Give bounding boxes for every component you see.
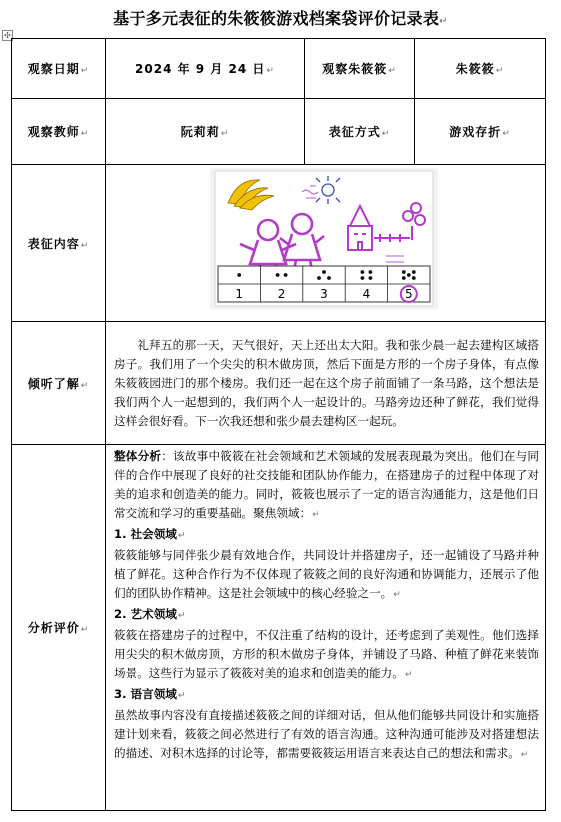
drawing-cell — [106, 165, 546, 322]
grid-dot-3-2 — [322, 270, 326, 274]
section-art-heading: 2. 艺术领域 — [114, 607, 177, 621]
grid-dot-5-3 — [407, 273, 411, 277]
grid-number-3: 3 — [320, 287, 328, 301]
grid-dot-2-1 — [276, 273, 280, 277]
value-child-name[interactable]: 朱筱筱↵ — [415, 39, 546, 99]
value-teacher[interactable]: 阮莉莉↵ — [106, 99, 305, 165]
grid-number-5: 5 — [404, 287, 413, 301]
page-title: 基于多元表征的朱筱筱游戏档案袋评价记录表↵ — [113, 9, 448, 28]
section-language-text: 虽然故事内容没有直接描述筱筱之间的详细对话，但从他们能够共同设计和实施搭建计划来看，筱筱之间必然进行了有效的语言沟通。这种沟通可能涉及对搭建想法的描述、对积木选择的讨论等，都需要筱筱运用语言来表达自己的想法和需求。 — [114, 708, 539, 760]
label-analysis: 分析评价↵ — [12, 445, 106, 811]
section-language-heading: 3. 语言领域 — [114, 687, 177, 701]
grid-dot-4-3 — [361, 276, 365, 280]
grid-dot-5-1 — [402, 270, 406, 274]
listening-text: 礼拜五的那一天，天气很好，天上还出太大阳。我和张少晨一起去建构区域搭房子。我们用了一个尖尖的积木做房顶，然后下面是方形的一个房子身体，有点像朱筱筱园进门的那个楼房。我们还一起在这个房子前面铺了一条马路，这个想法是我们两个人一起想到的，我们两个人一起设计的。马路旁边还种了鲜花，我们觉得这样会很好看。下一次我还想和张少晨去建构区一起玩。 — [114, 337, 539, 428]
dot-number-grid — [218, 266, 430, 302]
label-representation-method: 表征方式↵ — [305, 99, 415, 165]
grid-dot-2-2 — [284, 273, 288, 277]
label-observe-child: 观察朱筱筱↵ — [305, 39, 415, 99]
analysis-text-cell[interactable]: 整体分析：该故事中筱筱在社会领域和艺术领域的发展表现最为突出。他们在与同伴的合作中展现了良好的社交技能和团队协作能力，在搭建房子的过程中体现了对美的追求和创造美的能力。同时，筱筱也展示了一定的语言沟通能力，这是他们日常交流和学习的重要基础。聚焦领域：↵ 1. 社会领域↵ 筱筱能够与同伴张少晨有效地合作，共同设计并搭建房子，还一起铺设了马路并种植了鲜花。这种合作行为不仅体现了筱筱之间的良好沟通和协调能力，还展示了他们的团队协作精神。这是社会领域中的核心经验之一。↵ 2. 艺术领域↵ 筱筱在搭建房子的过程中，不仅注重了结构的设计，还考虑到了美观性。他们选择用尖尖的积木做房顶，方形的积木做房子身体，并铺设了马路、种植了鲜花来装饰场景。这些行为显示了筱筱对美的追求和创造美的能力。↵ 3. 语言领域↵ 虽然故事内容没有直接描述筱筱之间的详细对话，但从他们能够共同设计和实施搭建计划来看，筱筱之间必然进行了有效的语言沟通。这种沟通可能涉及对搭建想法的描述、对积木选择的讨论等，都需要筱筱运用语言来表达自己的想法和需求。↵ — [106, 445, 546, 811]
section-social-text: 筱筱能够与同伴张少晨有效地合作，共同设计并搭建房子，还一起铺设了马路并种植了鲜花。这种合作行为不仅体现了筱筱之间的良好沟通和协调能力，还展示了他们的团队协作精神。这是社会领域中的核心经验之一。 — [114, 548, 539, 600]
section-art-text: 筱筱在搭建房子的过程中，不仅注重了结构的设计，还考虑到了美观性。他们选择用尖尖的积木做房顶，方形的积木做房子身体，并铺设了马路、种植了鲜花来装饰场景。这些行为显示了筱筱对美的追求和创造美的能力。 — [114, 628, 539, 680]
label-teacher: 观察教师↵ — [12, 99, 106, 165]
grid-dot-3-1 — [317, 276, 321, 280]
grid-dot-4-4 — [369, 276, 373, 280]
label-representation-content: 表征内容↵ — [12, 165, 106, 322]
grid-dot-4-2 — [369, 270, 373, 274]
analysis-intro-heading: 整体分析 — [114, 449, 162, 463]
value-observe-date[interactable]: 2024 年 9 月 24 日↵ — [106, 39, 305, 99]
record-table — [11, 38, 546, 811]
row-observation-date — [12, 39, 546, 99]
table-move-handle-icon[interactable]: ✣ — [2, 30, 13, 41]
analysis-intro: ：该故事中筱筱在社会领域和艺术领域的发展表现最为突出。他们在与同伴的合作中展现了良好的社交技能和团队协作能力，在搭建房子的过程中体现了对美的追求和创造美的能力。同时，筱筱也展示了一定的语言沟通能力，这是他们日常交流和学习的重要基础。聚焦领域： — [114, 449, 539, 520]
label-listening: 倾听了解↵ — [12, 322, 106, 445]
row-listening — [12, 322, 546, 445]
grid-dot-1-1 — [237, 273, 241, 277]
label-observe-date: 观察日期↵ — [12, 39, 106, 99]
row-analysis — [12, 445, 546, 811]
value-representation-method[interactable]: 游戏存折↵ — [415, 99, 546, 165]
grid-dot-5-5 — [412, 276, 416, 280]
section-social-heading: 1. 社会领域 — [114, 527, 177, 541]
grid-dot-3-3 — [327, 276, 331, 280]
grid-number-1: 1 — [235, 287, 244, 301]
grid-dot-4-1 — [361, 270, 365, 274]
row-representation — [12, 165, 546, 322]
grid-dot-5-4 — [402, 276, 406, 280]
grid-dot-5-2 — [412, 270, 416, 274]
listening-text-cell[interactable] — [106, 322, 546, 445]
grid-number-2: 2 — [277, 287, 286, 301]
grid-number-4: 4 — [362, 287, 371, 301]
row-teacher — [12, 99, 546, 165]
child-drawing-photo[interactable] — [210, 168, 438, 309]
